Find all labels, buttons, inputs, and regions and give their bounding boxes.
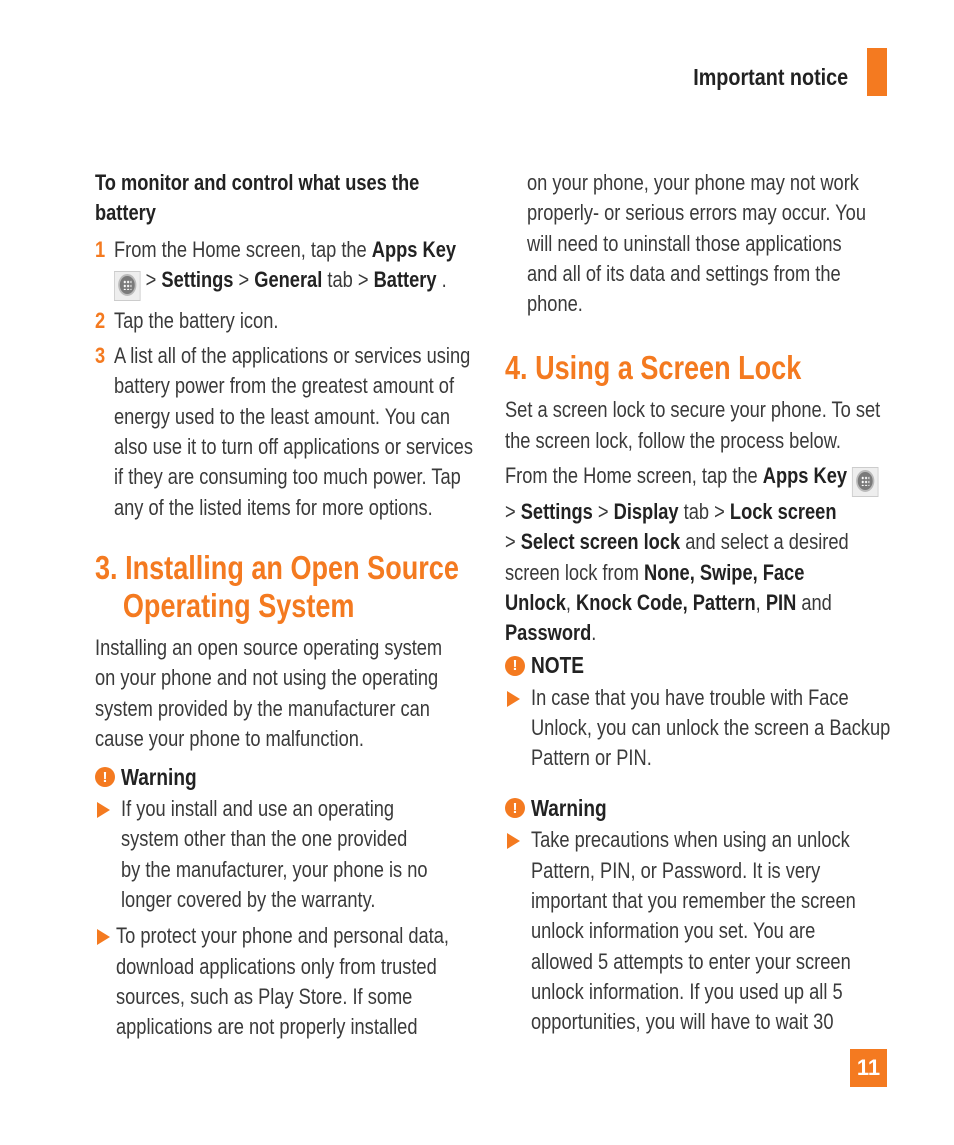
- note-bullet: In case that you have trouble with Face Unlock, you can unlock the screen a Backup Pattern or PIN.: [505, 683, 895, 774]
- section-3-title-line-1: 3. Installing an Open Source: [95, 548, 459, 586]
- note-heading: [505, 651, 895, 681]
- battery-heading-line-2: battery: [95, 200, 156, 226]
- section-4-intro: Set a screen lock to secure your phone. To set: [505, 397, 881, 423]
- header-accent-bar: [867, 48, 887, 96]
- continued-text: and all of its data and settings from the: [527, 260, 841, 286]
- continued-text: properly- or serious errors may occur. You: [527, 200, 866, 226]
- step-number: 2: [95, 307, 106, 333]
- section-4-intro: the screen lock, follow the process below.: [505, 427, 841, 453]
- step-number: 3: [95, 343, 106, 369]
- bullet-arrow-icon: [507, 833, 520, 849]
- section-4-title: 4. Using a Screen Lock: [505, 349, 802, 387]
- apps-key-icon: [852, 467, 879, 497]
- step-text: any of the listed items for more options.: [114, 494, 433, 520]
- general-label: General: [254, 266, 323, 292]
- step-text: if they are consuming too much power. Tap: [114, 464, 461, 490]
- header-title: Important notice: [693, 64, 848, 90]
- continued-text: phone.: [527, 291, 583, 317]
- step-3: [95, 341, 485, 523]
- exclamation-icon: !: [95, 767, 115, 787]
- bullet-arrow-icon: [507, 691, 520, 707]
- warning-heading: [95, 762, 485, 792]
- left-column: [95, 168, 485, 1043]
- lock-screen-label: Lock screen: [729, 499, 837, 525]
- continued-text: will need to uninstall those applications: [527, 230, 842, 256]
- note-label: NOTE: [531, 652, 585, 679]
- display-label: Display: [613, 499, 679, 525]
- exclamation-icon: !: [505, 656, 525, 676]
- bullet-arrow-icon: [97, 802, 110, 818]
- tab-word: tab: [327, 266, 353, 292]
- battery-heading-line-1: To monitor and control what uses the: [95, 170, 420, 195]
- settings-label: Settings: [520, 499, 593, 525]
- warning-heading: [505, 793, 895, 823]
- bullet-arrow-icon: [97, 929, 110, 945]
- apps-key-label: Apps Key: [371, 236, 457, 262]
- settings-label: Settings: [161, 266, 234, 292]
- apps-key-label: Apps Key: [762, 463, 848, 489]
- step-text: From the Home screen, tap the: [114, 236, 367, 262]
- step-text: Tap the battery icon.: [114, 307, 279, 333]
- step-1: 1 From the Home screen, tap the Apps Key > Settings > General tab > Battery .: [95, 235, 485, 301]
- page-number: 11: [850, 1049, 887, 1087]
- select-screen-lock-label: Select screen lock: [520, 529, 681, 555]
- step-text: A list all of the applications or services using: [114, 343, 471, 369]
- step-text: battery power from the greatest amount of: [114, 373, 455, 399]
- warning-bullet: Take precautions when using an unlock Pattern, PIN, or Password. It is very important that you remember the screen unlock information you set. You are allowed 5 attempts to enter your screen unlock information. If you used up all 5 opportunities, you will have to wait 30: [505, 825, 895, 1037]
- step-number: 1: [95, 236, 106, 262]
- battery-label: Battery: [373, 266, 437, 292]
- warning-label: Warning: [531, 794, 607, 821]
- exclamation-icon: !: [505, 798, 525, 818]
- lock-options: None, Swipe, Face: [644, 559, 805, 585]
- warning-label: Warning: [121, 763, 197, 790]
- step-text: energy used to the least amount. You can: [114, 403, 451, 429]
- right-column: [505, 168, 895, 1038]
- section-3-body: cause your phone to malfunction.: [95, 725, 364, 751]
- section-3-body: on your phone and not using the operating: [95, 665, 439, 691]
- warning-bullet-1: If you install and use an operating system other than the one provided by the manufacturer, your phone is no longer covered by the warranty.: [95, 794, 485, 915]
- warning-bullet-2: To protect your phone and personal data, download applications only from trusted sources, such as Play Store. If some applications are not properly installed: [95, 921, 485, 1042]
- continued-text: on your phone, your phone may not work: [527, 170, 859, 195]
- apps-key-icon: [114, 271, 141, 301]
- section-3-body: Installing an open source operating system: [95, 634, 443, 660]
- step-2: [95, 306, 485, 336]
- screen-lock-instructions: From the Home screen, tap the Apps Key > Settings > Display tab > Lock screen > Select screen lock and select a desired screen lock from None, Swipe, Face Unlock, Knock Code, Pattern, PIN and Password.: [505, 461, 895, 648]
- section-3-title-line-2: Operating System: [122, 586, 355, 624]
- step-text: also use it to turn off applications or services: [114, 434, 473, 460]
- section-3-body: system provided by the manufacturer can: [95, 695, 430, 721]
